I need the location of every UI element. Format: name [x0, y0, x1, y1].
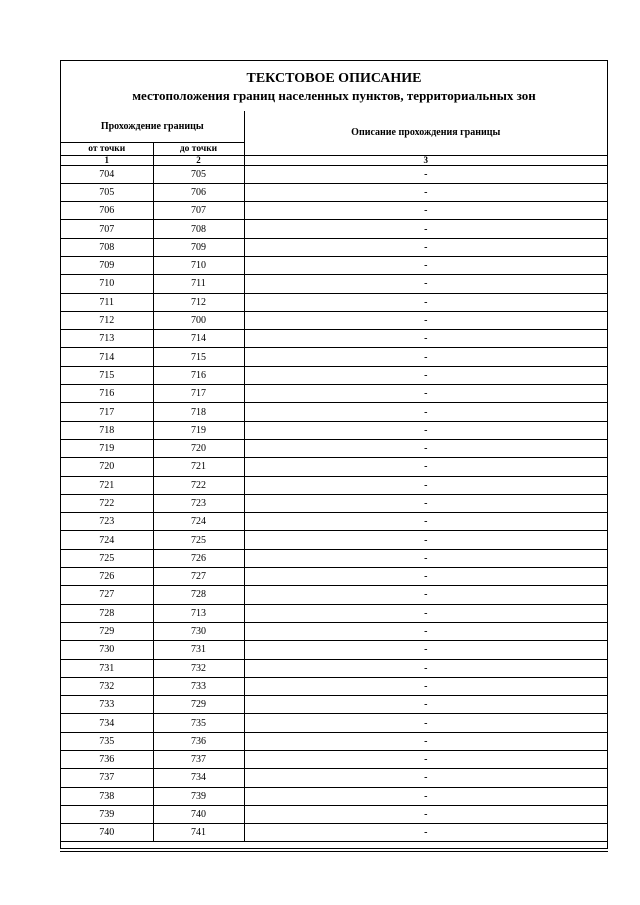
table-row [61, 805, 607, 823]
to-point-cell: 705 [153, 165, 244, 183]
table-row [61, 677, 607, 695]
table-row [61, 275, 607, 293]
to-point-cell: 713 [153, 604, 244, 622]
table-row [61, 311, 607, 329]
description-cell: - [244, 696, 607, 714]
to-point-cell: 707 [153, 202, 244, 220]
to-point-cell: 723 [153, 494, 244, 512]
description-cell: - [244, 293, 607, 311]
from-point-cell: 727 [61, 586, 153, 604]
from-point-cell: 712 [61, 311, 153, 329]
to-point-cell: 729 [153, 696, 244, 714]
description-cell: - [244, 531, 607, 549]
from-point-cell: 721 [61, 476, 153, 494]
description-cell: - [244, 183, 607, 201]
to-point-cell: 712 [153, 293, 244, 311]
description-cell: - [244, 714, 607, 732]
from-point-cell: 728 [61, 604, 153, 622]
description-cell: - [244, 330, 607, 348]
from-point-cell: 726 [61, 568, 153, 586]
bottom-double-rule [60, 851, 608, 852]
to-point-cell: 737 [153, 751, 244, 769]
header-description: Описание прохождения границы [244, 111, 607, 155]
to-point-cell: 732 [153, 659, 244, 677]
table-row [61, 714, 607, 732]
header-from-point: от точки [61, 142, 153, 155]
description-cell: - [244, 421, 607, 439]
table-row [61, 513, 607, 531]
description-cell: - [244, 275, 607, 293]
to-point-cell: 736 [153, 732, 244, 750]
from-point-cell: 719 [61, 439, 153, 457]
from-point-cell: 717 [61, 403, 153, 421]
table-row [61, 549, 607, 567]
table-row [61, 568, 607, 586]
description-cell: - [244, 385, 607, 403]
column-number-3: 3 [244, 155, 607, 165]
description-cell: - [244, 220, 607, 238]
description-cell: - [244, 348, 607, 366]
from-point-cell: 710 [61, 275, 153, 293]
to-point-cell: 726 [153, 549, 244, 567]
description-cell: - [244, 659, 607, 677]
description-cell: - [244, 256, 607, 274]
from-point-cell: 709 [61, 256, 153, 274]
to-point-cell: 709 [153, 238, 244, 256]
description-cell: - [244, 549, 607, 567]
to-point-cell: 728 [153, 586, 244, 604]
to-point-cell: 716 [153, 366, 244, 384]
to-point-cell: 700 [153, 311, 244, 329]
description-cell: - [244, 403, 607, 421]
from-point-cell: 732 [61, 677, 153, 695]
from-point-cell: 718 [61, 421, 153, 439]
to-point-cell: 711 [153, 275, 244, 293]
from-point-cell: 723 [61, 513, 153, 531]
from-point-cell: 720 [61, 458, 153, 476]
from-point-cell: 716 [61, 385, 153, 403]
description-cell: - [244, 494, 607, 512]
description-cell: - [244, 513, 607, 531]
document-frame [60, 60, 608, 849]
table-row [61, 696, 607, 714]
description-cell: - [244, 366, 607, 384]
table-row [61, 751, 607, 769]
table-row [61, 622, 607, 640]
from-point-cell: 715 [61, 366, 153, 384]
from-point-cell: 738 [61, 787, 153, 805]
from-point-cell: 708 [61, 238, 153, 256]
to-point-cell: 719 [153, 421, 244, 439]
from-point-cell: 736 [61, 751, 153, 769]
to-point-cell: 730 [153, 622, 244, 640]
table-row [61, 293, 607, 311]
description-cell: - [244, 751, 607, 769]
to-point-cell: 720 [153, 439, 244, 457]
from-point-cell: 707 [61, 220, 153, 238]
table-row [61, 476, 607, 494]
from-point-cell: 739 [61, 805, 153, 823]
table-row [61, 769, 607, 787]
description-cell: - [244, 732, 607, 750]
table-body [61, 165, 607, 842]
table-row [61, 403, 607, 421]
description-cell: - [244, 238, 607, 256]
to-point-cell: 722 [153, 476, 244, 494]
from-point-cell: 729 [61, 622, 153, 640]
table-row [61, 238, 607, 256]
to-point-cell: 715 [153, 348, 244, 366]
column-number-1: 1 [61, 155, 153, 165]
description-cell: - [244, 458, 607, 476]
table-row [61, 165, 607, 183]
from-point-cell: 724 [61, 531, 153, 549]
description-cell: - [244, 824, 607, 842]
to-point-cell: 741 [153, 824, 244, 842]
document-subtitle: местоположения границ населенных пунктов, территориальных зон [132, 88, 536, 103]
from-point-cell: 731 [61, 659, 153, 677]
description-cell: - [244, 202, 607, 220]
header-boundary-passage: Прохождение границы [61, 111, 244, 142]
boundary-table [61, 111, 607, 842]
column-number-2: 2 [153, 155, 244, 165]
description-cell: - [244, 769, 607, 787]
description-cell: - [244, 805, 607, 823]
table-row [61, 458, 607, 476]
to-point-cell: 731 [153, 641, 244, 659]
table-row [61, 494, 607, 512]
description-cell: - [244, 586, 607, 604]
to-point-cell: 733 [153, 677, 244, 695]
from-point-cell: 725 [61, 549, 153, 567]
table-row [61, 787, 607, 805]
description-cell: - [244, 604, 607, 622]
description-cell: - [244, 677, 607, 695]
from-point-cell: 706 [61, 202, 153, 220]
table-row [61, 330, 607, 348]
description-cell: - [244, 311, 607, 329]
table-row [61, 659, 607, 677]
table-row [61, 824, 607, 842]
from-point-cell: 705 [61, 183, 153, 201]
table-row [61, 421, 607, 439]
to-point-cell: 706 [153, 183, 244, 201]
to-point-cell: 734 [153, 769, 244, 787]
document-title: ТЕКСТОВОЕ ОПИСАНИЕ [246, 71, 422, 86]
description-cell: - [244, 568, 607, 586]
description-cell: - [244, 165, 607, 183]
from-point-cell: 730 [61, 641, 153, 659]
table-row [61, 366, 607, 384]
table-row [61, 183, 607, 201]
table-row [61, 385, 607, 403]
header-to-point: до точки [153, 142, 244, 155]
to-point-cell: 724 [153, 513, 244, 531]
to-point-cell: 714 [153, 330, 244, 348]
description-cell: - [244, 439, 607, 457]
table-row [61, 604, 607, 622]
description-cell: - [244, 476, 607, 494]
from-point-cell: 722 [61, 494, 153, 512]
from-point-cell: 740 [61, 824, 153, 842]
from-point-cell: 734 [61, 714, 153, 732]
table-row [61, 641, 607, 659]
from-point-cell: 704 [61, 165, 153, 183]
table-row [61, 732, 607, 750]
from-point-cell: 713 [61, 330, 153, 348]
to-point-cell: 721 [153, 458, 244, 476]
description-cell: - [244, 622, 607, 640]
table-row [61, 220, 607, 238]
table-row [61, 586, 607, 604]
to-point-cell: 727 [153, 568, 244, 586]
title-block [61, 61, 607, 111]
from-point-cell: 735 [61, 732, 153, 750]
table-row [61, 202, 607, 220]
to-point-cell: 739 [153, 787, 244, 805]
from-point-cell: 737 [61, 769, 153, 787]
to-point-cell: 735 [153, 714, 244, 732]
table-row [61, 348, 607, 366]
table-row [61, 256, 607, 274]
from-point-cell: 714 [61, 348, 153, 366]
table-row [61, 531, 607, 549]
to-point-cell: 740 [153, 805, 244, 823]
to-point-cell: 725 [153, 531, 244, 549]
description-cell: - [244, 787, 607, 805]
to-point-cell: 708 [153, 220, 244, 238]
to-point-cell: 717 [153, 385, 244, 403]
from-point-cell: 733 [61, 696, 153, 714]
description-cell: - [244, 641, 607, 659]
to-point-cell: 710 [153, 256, 244, 274]
from-point-cell: 711 [61, 293, 153, 311]
table-row [61, 439, 607, 457]
to-point-cell: 718 [153, 403, 244, 421]
